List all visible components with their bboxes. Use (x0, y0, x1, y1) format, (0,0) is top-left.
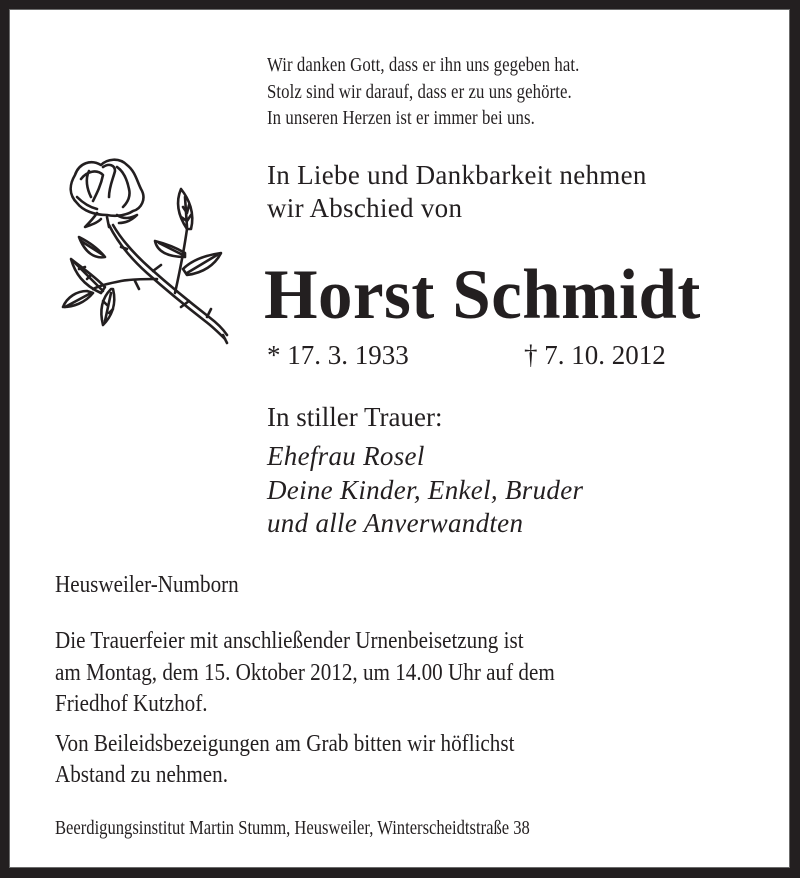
location: Heusweiler-Numborn (55, 572, 239, 598)
request-line: Abstand zu nehmen. (55, 762, 229, 788)
mourner-line: Deine Kinder, Enkel, Bruder (267, 474, 584, 505)
farewell-intro (267, 159, 647, 225)
poem-line: Wir danken Gott, dass er ihn uns gegeben hat. (267, 55, 580, 76)
rose-icon (57, 157, 232, 347)
birth-date: * 17. 3. 1933 (267, 340, 409, 370)
obituary-notice (9, 9, 790, 868)
funeral-home: Beerdigungsinstitut Martin Stumm, Heusweiler, Winterscheidtstraße 38 (55, 818, 530, 839)
poem-line: In unseren Herzen ist er immer bei uns. (267, 108, 535, 129)
ceremony-line: am Montag, dem 15. Oktober 2012, um 14.00 Uhr auf dem (55, 659, 555, 686)
poem-line: Stolz sind wir darauf, dass er zu uns gehörte. (267, 81, 572, 103)
poem-block (267, 53, 579, 133)
intro-line: In Liebe und Dankbarkeit nehmen (267, 160, 647, 190)
ceremony-line: Die Trauerfeier mit anschließender Urnenbeisetzung ist (55, 628, 524, 654)
mourners-list (267, 440, 583, 541)
ceremony-details (55, 626, 555, 721)
mourner-line: und alle Anverwandten (267, 508, 524, 538)
ceremony-line: Friedhof Kutzhof. (55, 691, 208, 717)
death-date: † 7. 10. 2012 (524, 340, 666, 370)
deceased-name: Horst Schmidt (264, 256, 701, 334)
intro-line: wir Abschied von (267, 193, 463, 223)
mourner-line: Ehefrau Rosel (267, 441, 425, 471)
condolence-request (55, 729, 514, 791)
request-line: Von Beileidsbezeigungen am Grab bitten wir höflichst (55, 731, 515, 757)
mourning-label: In stiller Trauer: (267, 402, 443, 432)
